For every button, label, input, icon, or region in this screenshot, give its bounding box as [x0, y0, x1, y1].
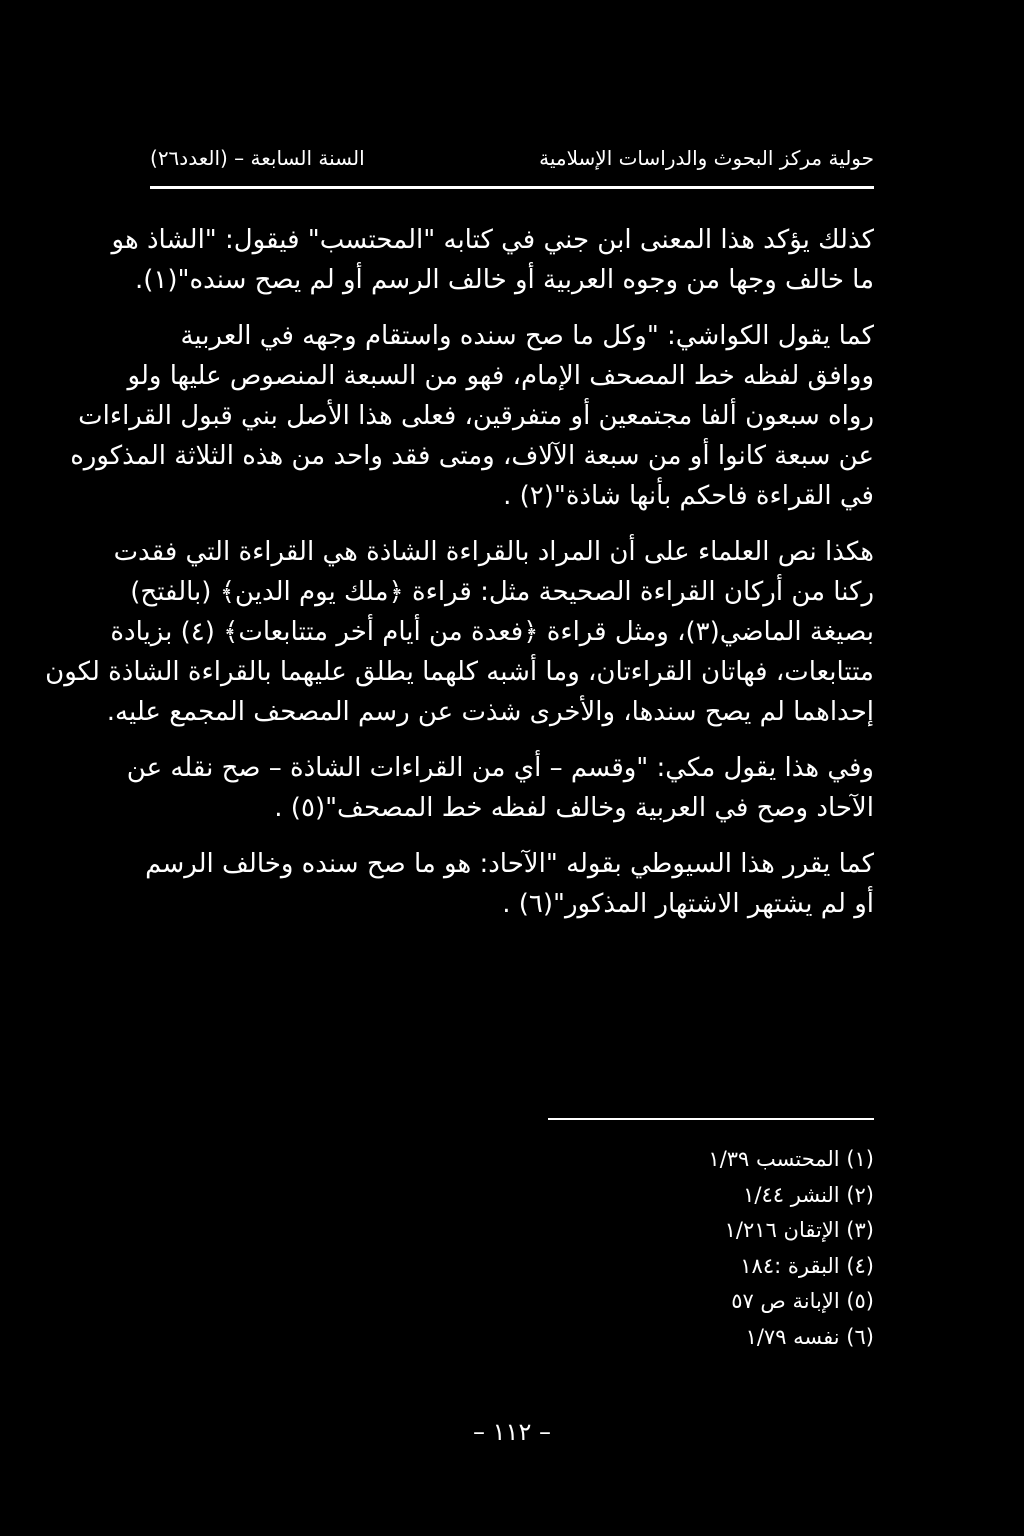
- footnote-2: (٢) النشر ١/٤٤: [743, 1182, 874, 1207]
- text-line: كذلك يؤكد هذا المعنى ابن جني في كتابه "المحتسب" فيقول: "الشاذ هو: [111, 225, 874, 255]
- paragraph-5: [100, 844, 874, 924]
- running-header-issue: السنة السابعة – (العدد٢٦): [150, 146, 365, 170]
- paragraph-4: [100, 748, 874, 828]
- footnote-divider: [548, 1118, 874, 1120]
- text-line: ما خالف وجها من وجوه العربية أو خالف الرسم أو لم يصح سنده"(١).: [135, 265, 874, 295]
- text-line: وفي هذا يقول مكي: "وقسم – أي من القراءات الشاذة – صح نقله عن: [126, 753, 874, 783]
- main-text: [45, 220, 874, 940]
- text-line: كما يقول الكواشي: "وكل ما صح سنده واستقام وجهه في العربية: [180, 321, 874, 351]
- text-line: في القراءة فاحكم بأنها شاذة"(٢) .: [503, 481, 874, 511]
- paragraph-1: [100, 220, 874, 300]
- text-line: بصيغة الماضي(٣)، ومثل قراءة ﴿فعدة من أيام أخر متتابعات﴾ (٤) بزيادة: [110, 617, 874, 647]
- running-header-journal: حولية مركز البحوث والدراسات الإسلامية: [539, 146, 874, 170]
- footnote-4: (٤) البقرة :١٨٤: [740, 1253, 874, 1278]
- footnotes: [514, 1142, 874, 1355]
- text-line: هكذا نص العلماء على أن المراد بالقراءة الشاذة هي القراءة التي فقدت: [113, 537, 874, 567]
- footnote-1: (١) المحتسب ١/٣٩: [708, 1147, 874, 1171]
- text-line: رواه سبعون ألفا مجتمعين أو متفرقين، فعلى هذا الأصل بني قبول القراءات: [78, 401, 874, 431]
- text-line: إحداهما لم يصح سندها، والأخرى شذت عن رسم المصحف المجمع عليه.: [106, 697, 874, 727]
- paragraph-2: [70, 316, 874, 516]
- footnote-6: (٦) نفسه ١/٧٩: [745, 1324, 874, 1349]
- text-line: ركنا من أركان القراءة الصحيحة مثل: قراءة ﴿ملك يوم الدين﴾ (بالفتح): [130, 577, 874, 607]
- text-line: ووافق لفظه خط المصحف الإمام، فهو من السبعة المنصوص عليها ولو: [127, 361, 874, 391]
- text-line: الآحاد وصح في العربية وخالف لفظه خط المصحف"(٥) .: [274, 793, 874, 823]
- text-line: أو لم يشتهر الاشتهار المذكور"(٦) .: [502, 889, 874, 919]
- footnote-5: (٥) الإبانة ص ٥٧: [731, 1289, 874, 1313]
- text-line: متتابعات، فهاتان القراءتان، وما أشبه كلهما يطلق عليهما بالقراءة الشاذة لكون: [45, 657, 874, 687]
- page-number: – ١١٢ –: [473, 1418, 551, 1446]
- paragraph-3: [45, 532, 874, 732]
- text-line: عن سبعة كانوا أو من سبعة الآلاف، ومتى فقد واحد من هذه الثلاثة المذكوره: [70, 441, 874, 471]
- header-divider: [150, 186, 874, 189]
- footnote-3: (٣) الإتقان ١/٢١٦: [724, 1218, 874, 1242]
- text-line: كما يقرر هذا السيوطي بقوله "الآحاد: هو ما صح سنده وخالف الرسم: [145, 849, 874, 879]
